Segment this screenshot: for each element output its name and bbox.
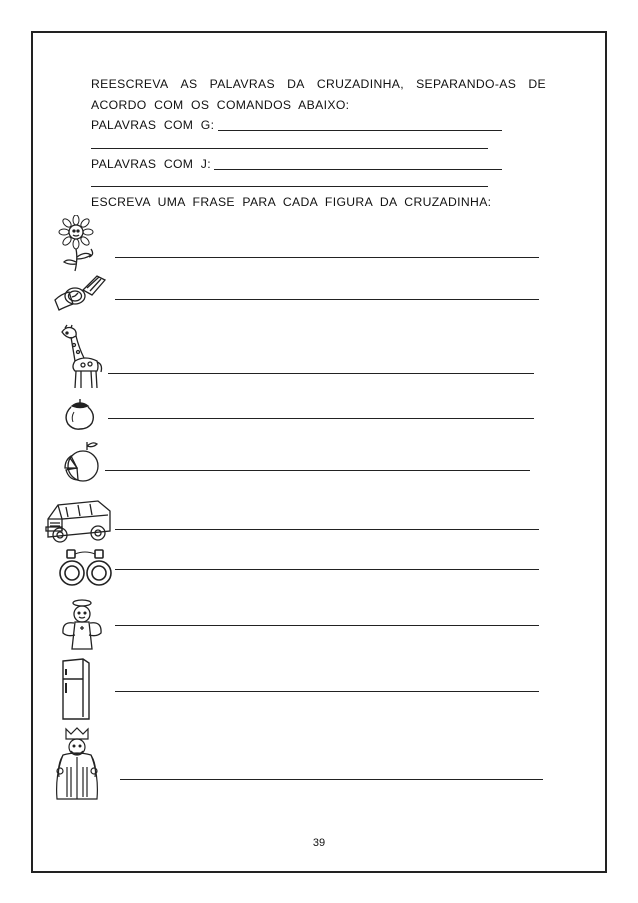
sentence-line-jeep[interactable] — [115, 529, 539, 530]
g-words-answer-line-2[interactable] — [91, 148, 488, 149]
eggplant-icon — [63, 398, 97, 430]
j-words-answer-line-2[interactable] — [91, 186, 488, 187]
watch-icon — [53, 272, 107, 312]
orange-icon — [61, 440, 101, 488]
j-words-label: PALAVRAS COM J: — [91, 157, 211, 171]
refrigerator-icon — [60, 657, 92, 721]
king-icon — [51, 727, 103, 801]
sentence-line-refrigerator[interactable] — [115, 691, 539, 692]
jeep-icon — [44, 497, 116, 545]
word: CRUZADINHA, — [316, 77, 404, 91]
sentence-line-king[interactable] — [120, 779, 543, 780]
word: DA — [287, 77, 305, 91]
angel-icon — [61, 599, 103, 651]
sentence-line-angel[interactable] — [115, 625, 539, 626]
word: AS — [180, 77, 198, 91]
word: PALAVRAS — [209, 77, 275, 91]
sentence-line-sunflower[interactable] — [115, 257, 539, 258]
instruction-line-2: ACORDO COM OS COMANDOS ABAIXO: — [91, 98, 350, 112]
j-words-answer-line[interactable] — [214, 169, 502, 170]
sentence-line-orange[interactable] — [105, 470, 530, 471]
sunflower-icon — [58, 215, 102, 273]
word: DE — [528, 77, 546, 91]
sentence-line-handcuffs[interactable] — [115, 569, 539, 570]
giraffe-icon — [59, 324, 105, 390]
sentence-line-giraffe[interactable] — [108, 373, 534, 374]
page-number: 39 — [312, 837, 326, 849]
handcuffs-icon — [58, 548, 114, 590]
instruction-line-1 — [91, 77, 546, 92]
sentence-line-watch[interactable] — [115, 299, 539, 300]
word: REESCREVA — [91, 77, 169, 91]
word: SEPARANDO-AS — [416, 77, 517, 91]
g-words-label: PALAVRAS COM G: — [91, 118, 215, 132]
g-words-answer-line[interactable] — [218, 130, 502, 131]
sentence-prompt: ESCREVA UMA FRASE PARA CADA FIGURA DA CRUZADINHA: — [91, 195, 492, 209]
sentence-line-eggplant[interactable] — [108, 418, 534, 419]
